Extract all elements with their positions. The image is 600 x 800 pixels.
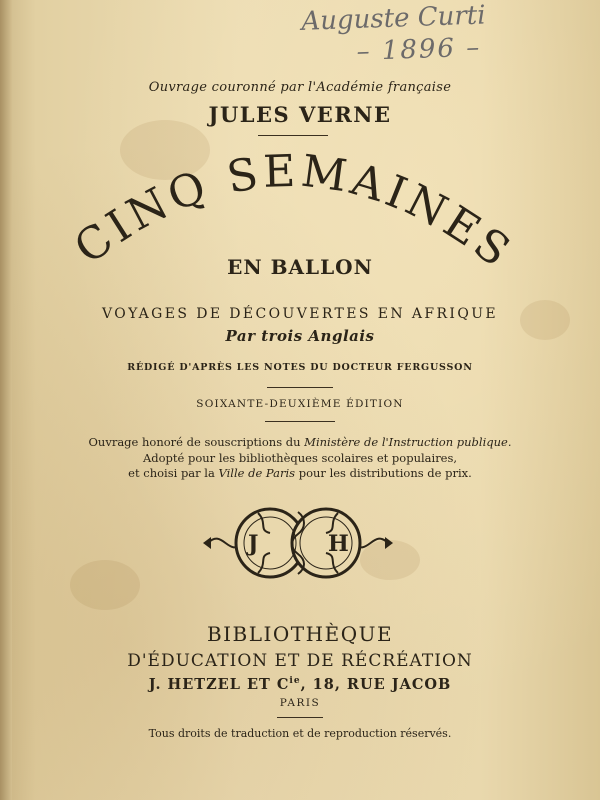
award-note: Ouvrage couronné par l'Académie française [148,80,452,95]
handwritten-name: Auguste Curti [300,0,487,37]
publisher-name: J. HETZEL ET C [148,676,290,693]
honor-line-3-text: et choisi par la [128,466,219,480]
book-subtitle: EN BALLON [227,255,373,279]
publisher-company-abbrev: ie [289,676,301,687]
publisher-street: , 18, RUE JACOB [300,676,452,693]
divider-rule [267,387,333,388]
honor-line-2: Adopté pour les bibliothèques scolaires et populaires, [142,451,458,465]
honor-line-1-italic: Ministère de l'Instruction publique. [304,435,512,449]
honor-line-3 [0,466,600,480]
book-description: VOYAGES DE DÉCOUVERTES EN AFRIQUE [101,306,499,322]
editor-note: RÉDIGÉ D'APRÈS LES NOTES DU DOCTEUR FERGUSSON [127,362,473,373]
publisher-city: PARIS [279,697,321,709]
honor-line-3-italic: Ville de Paris [218,466,296,480]
publisher-address [0,676,600,693]
honor-line-3-suffix: pour les distributions de prix. [295,466,472,480]
publisher-monogram-emblem [198,498,398,588]
divider-rule [265,421,335,422]
publisher-series-line-1: BIBLIOTHÈQUE [206,622,394,646]
monogram-letter-right: H [328,531,349,557]
honor-line-1 [0,435,600,449]
honor-line-1-text: Ouvrage honoré de souscriptions du [88,435,305,449]
divider-rule [277,717,323,718]
publisher-series-line-2: D'ÉDUCATION ET DE RÉCRÉATION [127,651,473,671]
book-title: CINQ SEMAINES [65,145,523,280]
rights-notice: Tous droits de traduction et de reproduction réservés. [148,727,452,740]
author-name: JULES VERNE [208,102,392,127]
edition-label: SOIXANTE-DEUXIÈME ÉDITION [196,398,404,410]
book-byline: Par trois Anglais [225,327,375,345]
monogram-letter-left: J [248,531,259,557]
handwritten-year: – 1896 – [356,32,482,67]
